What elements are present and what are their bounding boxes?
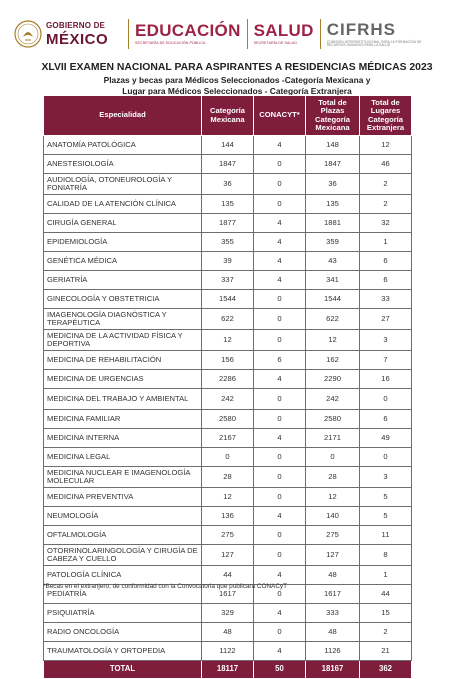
conacyt-cell: 0 (254, 410, 306, 429)
conacyt-cell: 4 (254, 429, 306, 448)
total-lugares-cell: 27 (360, 309, 412, 330)
especialidad-cell: OFTALMOLOGÍA (44, 526, 202, 545)
categoria-mexicana-cell: 12 (202, 330, 254, 351)
total-lugares-cell: 49 (360, 429, 412, 448)
conacyt-cell: 4 (254, 214, 306, 233)
total-conacyt-cell: 50 (254, 661, 306, 679)
header-divider (320, 19, 321, 49)
total-plazas-cell: 1544 (306, 290, 360, 309)
conacyt-cell: 4 (254, 642, 306, 661)
especialidad-cell: MEDICINA FAMILIAR (44, 410, 202, 429)
header-divider (128, 19, 129, 49)
total-plazas-cell: 242 (306, 389, 360, 410)
total-lugares-cell: 2 (360, 195, 412, 214)
categoria-mexicana-cell: 1122 (202, 642, 254, 661)
table-row (44, 330, 412, 351)
total-lugares-cell: 6 (360, 410, 412, 429)
table-row (44, 370, 412, 389)
especialidad-cell: PEDIATRÍA (44, 585, 202, 604)
categoria-mexicana-cell: 2286 (202, 370, 254, 389)
total-plazas-cell: 28 (306, 467, 360, 488)
total-lugares-cell: 11 (360, 526, 412, 545)
table-row (44, 507, 412, 526)
total-lugares-cell: 1 (360, 566, 412, 585)
table-row (44, 136, 412, 155)
total-plazas-cell: 1126 (306, 642, 360, 661)
categoria-mexicana-cell: 1544 (202, 290, 254, 309)
conacyt-cell: 0 (254, 330, 306, 351)
conacyt-cell: 0 (254, 309, 306, 330)
categoria-mexicana-cell: 1617 (202, 585, 254, 604)
conacyt-cell: 4 (254, 604, 306, 623)
categoria-mexicana-cell: 242 (202, 389, 254, 410)
table-row (44, 351, 412, 370)
conacyt-cell: 0 (254, 195, 306, 214)
categoria-mexicana-cell: 39 (202, 252, 254, 271)
table-row (44, 155, 412, 174)
table-row (44, 410, 412, 429)
especialidad-cell: CIRUGÍA GENERAL (44, 214, 202, 233)
total-mexicana-cell: 18117 (202, 661, 254, 679)
especialidad-cell: MEDICINA DEL TRABAJO Y AMBIENTAL (44, 389, 202, 410)
categoria-mexicana-cell: 12 (202, 488, 254, 507)
table-row (44, 389, 412, 410)
total-plazas-cell: 341 (306, 271, 360, 290)
total-lugares-cell: 16 (360, 370, 412, 389)
conacyt-cell: 0 (254, 389, 306, 410)
table-row (44, 429, 412, 448)
especialidad-cell: OTORRINOLARINGOLOGÍA Y CIRUGÍA DE CABEZA Y CUELLO (44, 545, 202, 566)
total-plazas-cell: 12 (306, 488, 360, 507)
cifrhs-sub-label: COMISIÓN INTERINSTITUCIONAL PARA LA FORMACIÓN DE RECURSOS HUMANOS PARA LA SALUD (326, 39, 422, 47)
conacyt-cell: 4 (254, 507, 306, 526)
total-plazas-cell: 140 (306, 507, 360, 526)
conacyt-cell: 4 (254, 566, 306, 585)
categoria-mexicana-cell: 2167 (202, 429, 254, 448)
total-lugares-cell: 32 (360, 214, 412, 233)
header-categoria-mexicana: Categoría Mexicana (202, 96, 254, 136)
plazas-table (43, 95, 412, 679)
especialidad-cell: GINECOLOGÍA Y OBSTETRICIA (44, 290, 202, 309)
total-plazas-cell: 2171 (306, 429, 360, 448)
total-plazas-cell: 2290 (306, 370, 360, 389)
total-plazas-cell: 127 (306, 545, 360, 566)
table-row (44, 488, 412, 507)
educacion-label: EDUCACIÓN (135, 21, 241, 41)
eagle-emblem-icon (14, 19, 42, 49)
total-plazas-cell: 43 (306, 252, 360, 271)
especialidad-cell: RADIO ONCOLOGÍA (44, 623, 202, 642)
table-row (44, 309, 412, 330)
especialidad-cell: GENÉTICA MÉDICA (44, 252, 202, 271)
conacyt-cell: 6 (254, 351, 306, 370)
table-row (44, 623, 412, 642)
total-plazas-cell: 333 (306, 604, 360, 623)
categoria-mexicana-cell: 275 (202, 526, 254, 545)
categoria-mexicana-cell: 28 (202, 467, 254, 488)
total-plazas-cell: 0 (306, 448, 360, 467)
total-lugares-cell: 8 (360, 545, 412, 566)
categoria-mexicana-cell: 1847 (202, 155, 254, 174)
categoria-mexicana-cell: 1877 (202, 214, 254, 233)
conacyt-cell: 4 (254, 233, 306, 252)
especialidad-cell: TRAUMATOLOGÍA Y ORTOPEDIA (44, 642, 202, 661)
total-lugares-cell: 3 (360, 330, 412, 351)
total-plazas-cell: 2580 (306, 410, 360, 429)
total-plazas-cell: 622 (306, 309, 360, 330)
conacyt-cell: 4 (254, 271, 306, 290)
conacyt-cell: 0 (254, 290, 306, 309)
total-lugares-cell: 46 (360, 155, 412, 174)
total-lugares-cell: 7 (360, 351, 412, 370)
educacion-sub-label: SECRETARÍA DE EDUCACIÓN PÚBLICA (135, 41, 206, 46)
total-lugares-cell: 5 (360, 488, 412, 507)
total-plazas-cell: 48 (306, 566, 360, 585)
cifrhs-logo (327, 21, 423, 47)
total-lugares-sum-cell: 362 (360, 661, 412, 679)
categoria-mexicana-cell: 337 (202, 271, 254, 290)
total-lugares-cell: 6 (360, 252, 412, 271)
conacyt-cell: 0 (254, 623, 306, 642)
salud-logo (254, 22, 314, 46)
especialidad-cell: ANESTESIOLOGÍA (44, 155, 202, 174)
header-divider (247, 19, 248, 49)
table-row (44, 174, 412, 195)
header-total-lugares: Total de Lugares Categoría Extranjera (360, 96, 412, 136)
categoria-mexicana-cell: 144 (202, 136, 254, 155)
table-row (44, 195, 412, 214)
conacyt-cell: 4 (254, 370, 306, 389)
categoria-mexicana-cell: 156 (202, 351, 254, 370)
total-lugares-cell: 2 (360, 623, 412, 642)
especialidad-cell: EPIDEMIOLOGÍA (44, 233, 202, 252)
categoria-mexicana-cell: 0 (202, 448, 254, 467)
total-lugares-cell: 0 (360, 448, 412, 467)
table-row (44, 566, 412, 585)
categoria-mexicana-cell: 355 (202, 233, 254, 252)
table-row (44, 448, 412, 467)
conacyt-cell: 4 (254, 252, 306, 271)
gobierno-logo (14, 14, 122, 54)
conacyt-cell: 0 (254, 526, 306, 545)
especialidad-cell: IMAGENOLOGÍA DIAGNÓSTICA Y TERAPÉUTICA (44, 309, 202, 330)
header-total-plazas: Total de Plazas Categoría Mexicana (306, 96, 360, 136)
categoria-mexicana-cell: 44 (202, 566, 254, 585)
document-title (0, 62, 474, 96)
total-plazas-cell: 1881 (306, 214, 360, 233)
categoria-mexicana-cell: 135 (202, 195, 254, 214)
total-lugares-cell: 12 (360, 136, 412, 155)
conacyt-cell: 0 (254, 155, 306, 174)
title-line-1: XLVII EXAMEN NACIONAL PARA ASPIRANTES A RESIDENCIAS MÉDICAS 2023 (41, 62, 433, 73)
total-lugares-cell: 3 (360, 467, 412, 488)
conacyt-cell: 0 (254, 174, 306, 195)
total-lugares-cell: 33 (360, 290, 412, 309)
especialidad-cell: MEDICINA PREVENTIVA (44, 488, 202, 507)
total-lugares-cell: 15 (360, 604, 412, 623)
table-row (44, 252, 412, 271)
total-plazas-cell: 162 (306, 351, 360, 370)
table-row (44, 545, 412, 566)
conacyt-cell: 0 (254, 448, 306, 467)
total-lugares-cell: 2 (360, 174, 412, 195)
salud-label: SALUD (253, 21, 314, 41)
table-row (44, 214, 412, 233)
total-plazas-cell: 48 (306, 623, 360, 642)
conacyt-cell: 0 (254, 488, 306, 507)
especialidad-cell: MEDICINA DE URGENCIAS (44, 370, 202, 389)
total-plazas-cell: 148 (306, 136, 360, 155)
cifrhs-label: CIFRHS (326, 19, 396, 39)
especialidad-cell: MEDICINA LEGAL (44, 448, 202, 467)
footnote: *Becas en el extranjero, de conformidad con la Convocatoria que publicará CONACyT (43, 583, 288, 590)
gobierno-label: GOBIERNO DE (46, 20, 106, 30)
total-plazas-cell: 1847 (306, 155, 360, 174)
especialidad-cell: PSIQUIATRÍA (44, 604, 202, 623)
categoria-mexicana-cell: 2580 (202, 410, 254, 429)
categoria-mexicana-cell: 329 (202, 604, 254, 623)
categoria-mexicana-cell: 36 (202, 174, 254, 195)
especialidad-cell: MEDICINA INTERNA (44, 429, 202, 448)
categoria-mexicana-cell: 127 (202, 545, 254, 566)
header (14, 14, 460, 54)
especialidad-cell: GERIATRÍA (44, 271, 202, 290)
total-lugares-cell: 21 (360, 642, 412, 661)
especialidad-cell: PATOLOGÍA CLÍNICA (44, 566, 202, 585)
conacyt-cell: 0 (254, 467, 306, 488)
table-row (44, 271, 412, 290)
categoria-mexicana-cell: 622 (202, 309, 254, 330)
total-lugares-cell: 44 (360, 585, 412, 604)
salud-sub-label: SECRETARÍA DE SALUD (253, 41, 298, 46)
especialidad-cell: MEDICINA DE REHABILITACIÓN (44, 351, 202, 370)
categoria-mexicana-cell: 136 (202, 507, 254, 526)
table-row (44, 604, 412, 623)
especialidad-cell: AUDIOLOGÍA, OTONEUROLOGÍA Y FONIATRÍA (44, 174, 202, 195)
table-row (44, 233, 412, 252)
conacyt-cell: 4 (254, 136, 306, 155)
total-lugares-cell: 1 (360, 233, 412, 252)
header-conacyt: CONACYT* (254, 96, 306, 136)
total-plazas-cell: 359 (306, 233, 360, 252)
title-line-2: Plazas y becas para Médicos Seleccionados -Categoría Mexicana y (103, 75, 371, 85)
table-row (44, 526, 412, 545)
table-row (44, 642, 412, 661)
total-lugares-cell: 5 (360, 507, 412, 526)
conacyt-cell: 0 (254, 545, 306, 566)
total-plazas-cell: 1617 (306, 585, 360, 604)
total-plazas-cell: 135 (306, 195, 360, 214)
total-plazas-cell: 275 (306, 526, 360, 545)
educacion-logo (135, 22, 241, 46)
table-header-row (44, 96, 412, 136)
especialidad-cell: MEDICINA DE LA ACTIVIDAD FÍSICA Y DEPORTIVA (44, 330, 202, 351)
especialidad-cell: CALIDAD DE LA ATENCIÓN CLÍNICA (44, 195, 202, 214)
table-total-row (44, 661, 412, 679)
especialidad-cell: NEUMOLOGÍA (44, 507, 202, 526)
mexico-label: MÉXICO (46, 30, 109, 48)
especialidad-cell: MEDICINA NUCLEAR E IMAGENOLOGÍA MOLECULAR (44, 467, 202, 488)
total-plazas-sum-cell: 18167 (306, 661, 360, 679)
especialidad-cell: ANATOMÍA PATOLÓGICA (44, 136, 202, 155)
conacyt-cell: 0 (254, 585, 306, 604)
total-plazas-cell: 12 (306, 330, 360, 351)
header-especialidad: Especialidad (44, 96, 202, 136)
total-lugares-cell: 0 (360, 389, 412, 410)
table-row (44, 290, 412, 309)
table-row (44, 467, 412, 488)
title-line-3: Lugar para Médicos Seleccionados - Categoría Extranjera (122, 86, 352, 96)
categoria-mexicana-cell: 48 (202, 623, 254, 642)
total-plazas-cell: 36 (306, 174, 360, 195)
total-lugares-cell: 6 (360, 271, 412, 290)
total-label-cell: TOTAL (44, 661, 202, 679)
